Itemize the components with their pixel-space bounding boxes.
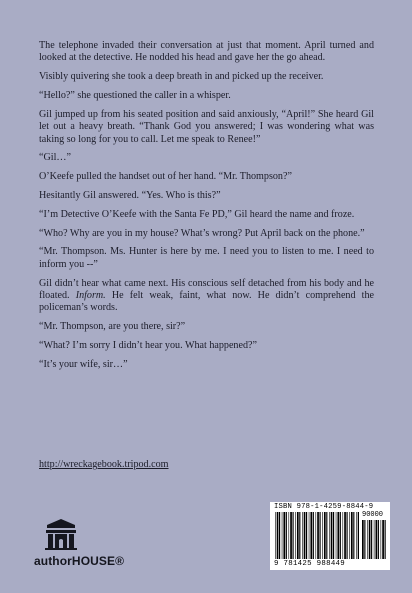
paragraph: O’Keefe pulled the handset out of her hand. “Mr. Thompson?” — [39, 171, 292, 183]
publisher-logo — [34, 518, 124, 570]
paragraph: “Hello?” she questioned the caller in a whisper. — [39, 90, 231, 101]
paragraph: “I’m Detective O’Keefe with the Santa Fe PD,” Gil heard the name and froze. — [39, 208, 355, 220]
addon-barcode-bars — [362, 520, 386, 560]
paragraph: “Mr. Thompson, are you there, sir?” — [39, 321, 186, 333]
paragraph: “Gil…” — [39, 152, 71, 164]
paragraph: “It’s your wife, sir…” — [39, 358, 128, 370]
paragraph: Gil jumped up from his seated position and said anxiously, “April!” She heard Gil let out a heavy breath. “Thank God you answered; I was wondering what was taking so long for you to call. Let me speak to Renee!” — [39, 108, 374, 145]
story-excerpt — [39, 40, 374, 378]
authorhouse-logo-icon — [43, 518, 79, 550]
paragraph: “Mr. Thompson. Ms. Hunter is here by me. I need you to listen to me. I need to inform you --” — [39, 246, 374, 270]
paragraph: “What? I’m sorry I didn’t hear you. What happened?” — [39, 340, 257, 351]
ean-number: 9 781425 988449 — [274, 560, 346, 568]
paragraph-inform: Gil didn’t hear what came next. His conscious self detached from his body and he floated. Inform. He felt weak, faint, what now. He didn’t comprehend the policeman’s words. — [39, 277, 374, 314]
paragraph: Hesitantly Gil answered. “Yes. Who is this?” — [39, 190, 221, 201]
isbn-text: ISBN 978-1-4259-8844-9 — [274, 503, 374, 511]
paragraph: Visibly quivering she took a deep breath in and picked up the receiver. — [39, 71, 324, 83]
website-link[interactable]: http://wreckagebook.tripod.com — [39, 459, 169, 470]
paragraph: The telephone invaded their conversation at just that moment. April turned and looked at the detective. He nodded his head and gave her the go ahead. — [39, 40, 374, 64]
isbn-barcode — [270, 502, 390, 570]
ean-barcode-bars — [275, 512, 359, 560]
addon-code: 90000 — [362, 511, 384, 519]
paragraph: “Who? Why are you in my house? What’s wrong? Put April back on the phone.” — [39, 227, 365, 239]
publisher-name: authorHOUSE® — [34, 554, 125, 568]
